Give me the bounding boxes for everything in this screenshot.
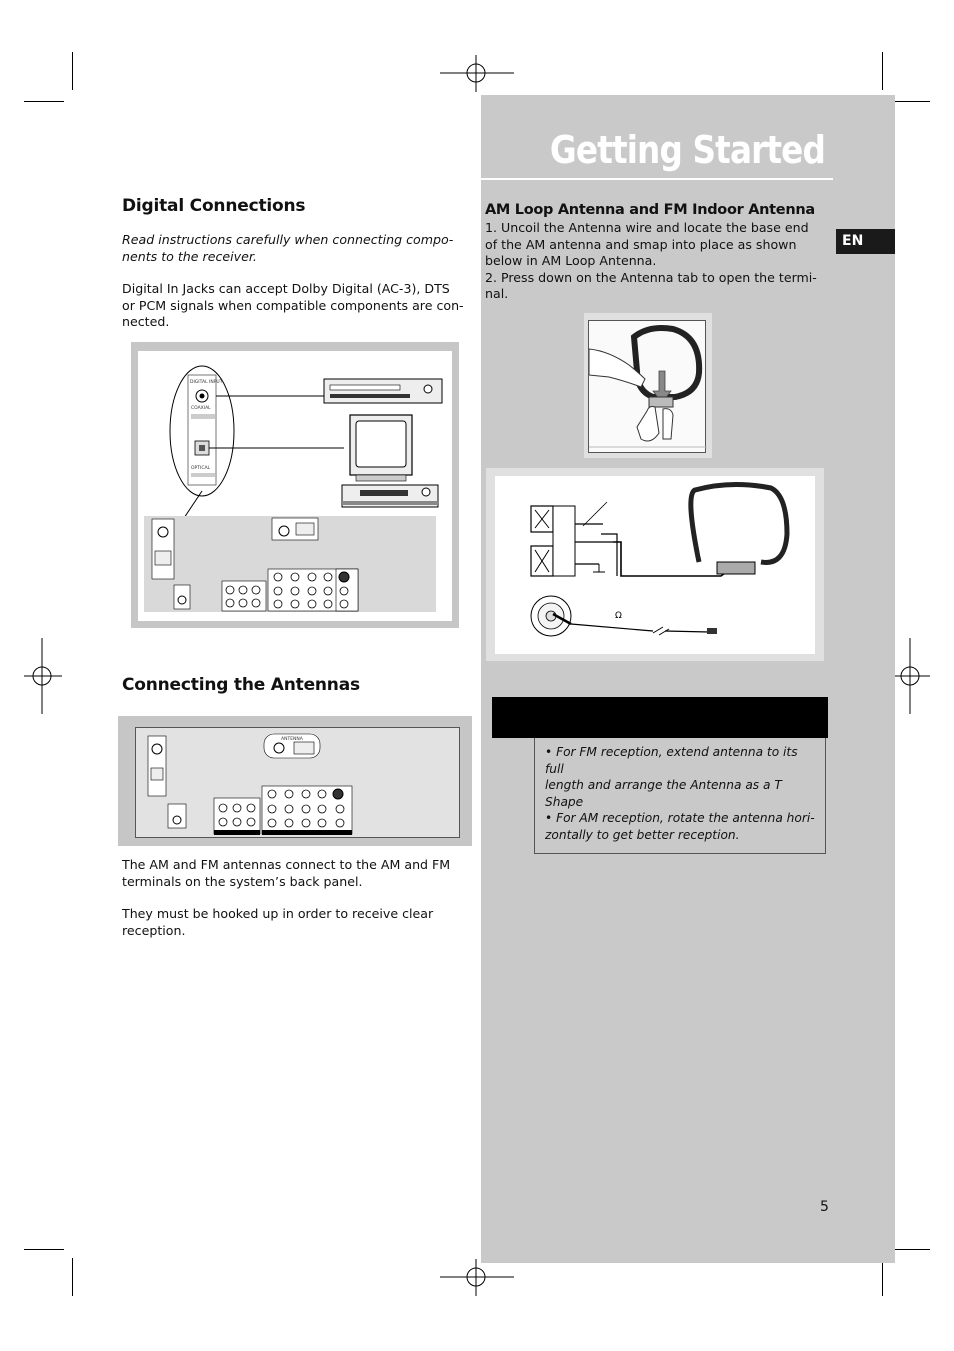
antenna-assembly-drawing xyxy=(589,321,707,454)
digital-body xyxy=(122,281,474,331)
digital-input-label: DIGITAL INPUT xyxy=(190,380,223,385)
antenna-wiring-frame xyxy=(486,468,824,661)
antenna-assembly-frame xyxy=(584,313,712,458)
digital-connections-heading: Digital Connections xyxy=(122,196,306,216)
note-bullet-1-line-2: length and arrange the Antenna as a T Shape xyxy=(545,778,782,809)
am-loop-steps xyxy=(485,220,830,303)
digital-diagram-frame xyxy=(131,342,459,628)
note-bullet-2-line-2: zontally to get better reception. xyxy=(545,827,740,842)
antenna-wiring-diagram xyxy=(495,476,815,654)
digital-body-line-2: or PCM signals when compatible components are con- xyxy=(122,297,464,313)
note-box xyxy=(534,738,826,854)
antenna-panel-drawing xyxy=(136,728,461,839)
page-title: Getting Started xyxy=(549,128,825,172)
page-number: 5 xyxy=(820,1199,829,1215)
antenna-wiring-drawing xyxy=(495,476,815,654)
digital-body-line-1: Digital In Jacks can accept Dolby Digital (AC-3), DTS xyxy=(122,281,450,296)
am-step-line-2: of the AM antenna and smap into place as shown xyxy=(485,236,797,252)
am-step-line-1: 1. Uncoil the Antenna wire and locate the base end xyxy=(485,220,809,235)
am-step-line-4: 2. Press down on the Antenna tab to open the termi- xyxy=(485,269,817,285)
title-rule xyxy=(481,178,833,180)
digital-diagram-drawing xyxy=(138,351,452,621)
note-bullet-2-line-1: • For AM reception, rotate the antenna hori- xyxy=(545,811,815,825)
antenna-panel-diagram xyxy=(135,727,460,838)
note-bullet-1-line-1: • For FM reception, extend antenna to its full xyxy=(545,745,798,776)
digital-instruction xyxy=(122,232,472,265)
antennas-body-2-line-2: reception. xyxy=(122,922,186,938)
antenna-label: ANTENNA xyxy=(281,737,303,742)
connecting-antennas-heading: Connecting the Antennas xyxy=(122,675,360,695)
antenna-assembly-illustration xyxy=(588,320,706,453)
am-step-line-5: nal. xyxy=(485,286,509,301)
antennas-body-1-line-2: terminals on the system’s back panel. xyxy=(122,873,363,889)
am-step-line-3: below in AM Loop Antenna. xyxy=(485,253,657,268)
antennas-body-1 xyxy=(122,857,474,890)
digital-body-line-3: nected. xyxy=(122,314,170,329)
instruction-line-2: nents to the receiver. xyxy=(122,248,257,264)
antennas-body-1-line-1: The AM and FM antennas connect to the AM and FM xyxy=(122,857,451,872)
ohm-symbol: Ω xyxy=(615,611,622,621)
instruction-line-1: Read instructions carefully when connecting compo- xyxy=(122,232,454,247)
coaxial-label: COAXIAL xyxy=(191,406,211,411)
optical-label: OPTICAL xyxy=(191,466,211,471)
antennas-body-2 xyxy=(122,906,474,939)
antenna-panel-frame xyxy=(118,716,472,846)
am-loop-heading: AM Loop Antenna and FM Indoor Antenna xyxy=(485,202,815,218)
digital-diagram xyxy=(138,351,452,621)
language-tab: EN xyxy=(836,229,895,254)
note-header-bar xyxy=(492,697,828,738)
antennas-body-2-line-1: They must be hooked up in order to receive clear xyxy=(122,906,434,921)
